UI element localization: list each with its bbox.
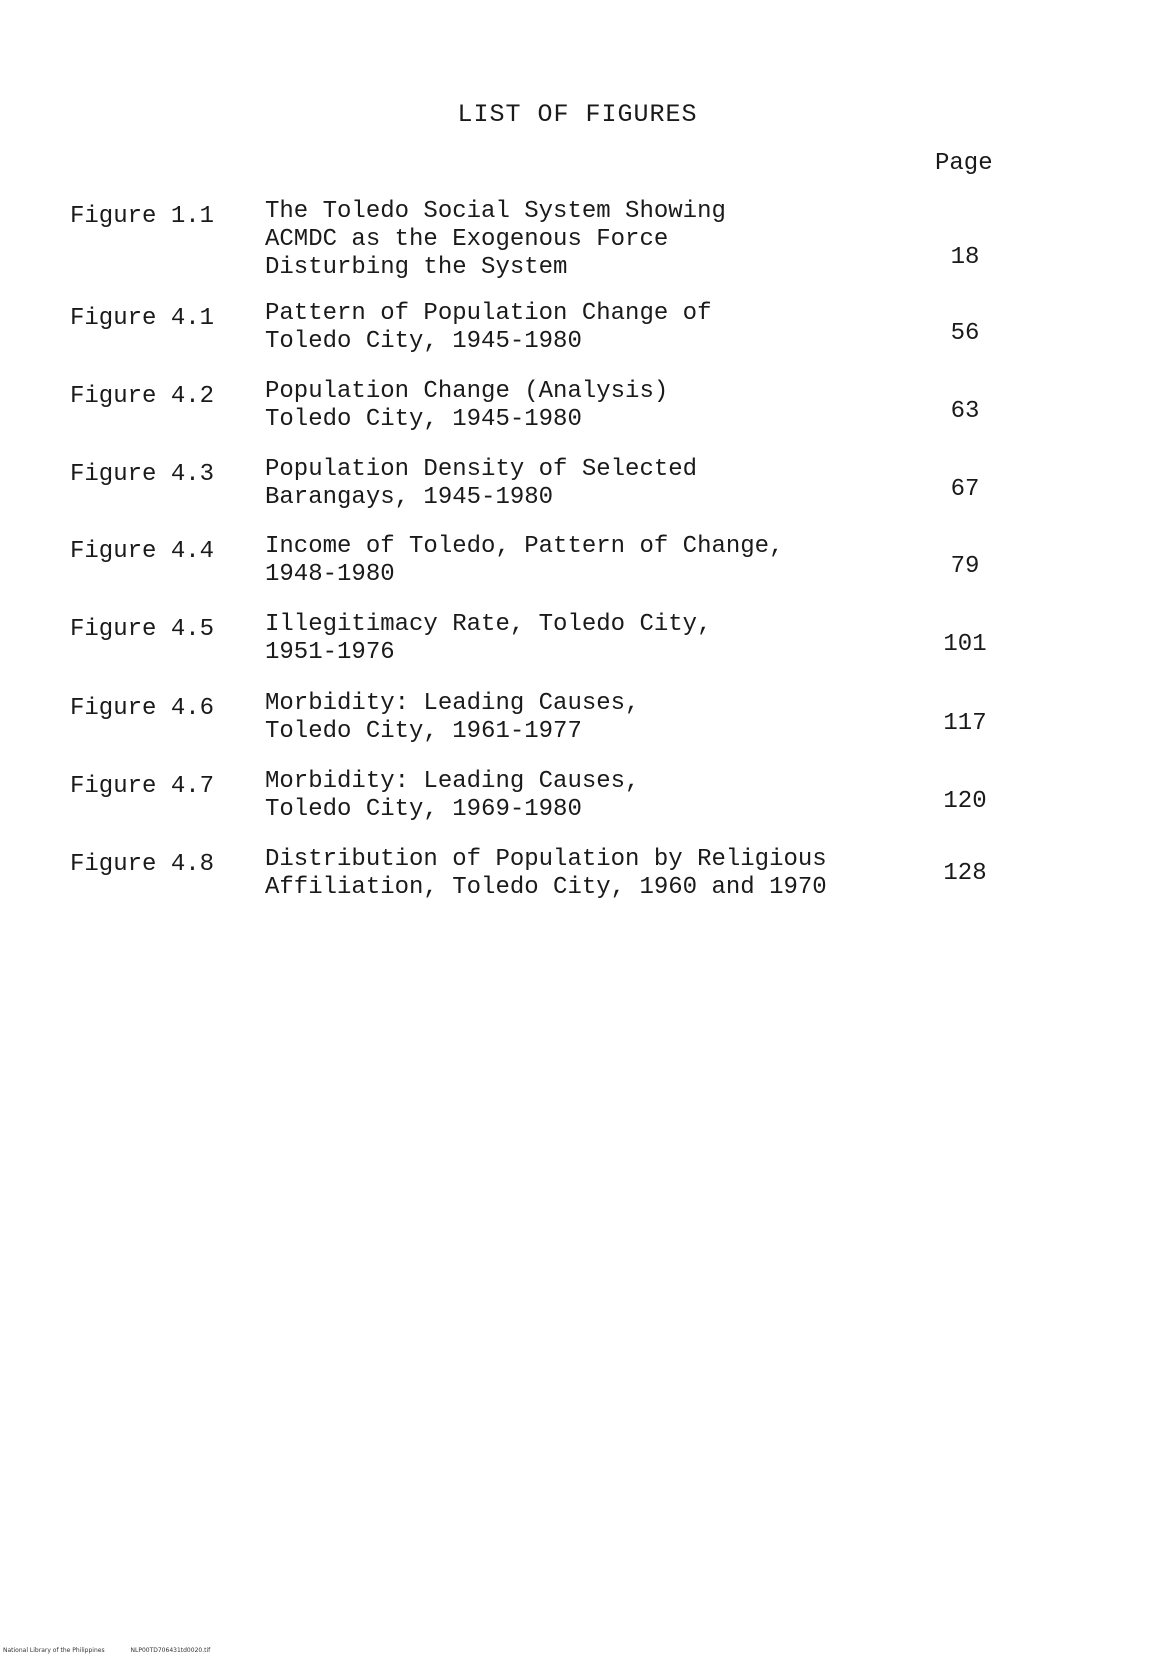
figure-caption: Pattern of Population Change of Toledo City, 1945-1980 (265, 300, 712, 355)
scan-footer (3, 1647, 234, 1654)
page-column-header: Page (935, 150, 993, 177)
footer-library: National Library of the Philippines (3, 1647, 105, 1654)
figure-caption: Distribution of Population by Religious Affiliation, Toledo City, 1960 and 1970 (265, 846, 827, 901)
figure-page-number: 56 (950, 320, 980, 347)
figure-caption: Population Density of Selected Barangays, 1945-1980 (265, 456, 698, 511)
figure-caption: Income of Toledo, Pattern of Change, 1948-1980 (265, 533, 784, 588)
figure-label: Figure 4.3 (70, 461, 215, 488)
figure-page-number: 117 (943, 710, 987, 737)
footer-file: NLP00TD706431td0020.tif (130, 1647, 211, 1654)
page-title: LIST OF FIGURES (457, 100, 698, 129)
figure-label: Figure 4.2 (70, 383, 215, 410)
figure-caption: Population Change (Analysis) Toledo City, 1945-1980 (265, 378, 669, 433)
figure-label: Figure 1.1 (70, 203, 215, 230)
figure-label: Figure 4.4 (70, 538, 215, 565)
figure-label: Figure 4.1 (70, 305, 215, 332)
figure-page-number: 18 (950, 244, 980, 271)
figure-page-number: 128 (943, 860, 987, 887)
figure-page-number: 120 (943, 788, 987, 815)
figure-caption: The Toledo Social System Showing ACMDC as the Exogenous Force Disturbing the System (265, 198, 726, 281)
figure-label: Figure 4.6 (70, 695, 215, 722)
figure-caption: Morbidity: Leading Causes, Toledo City, 1961-1977 (265, 690, 640, 745)
figure-label: Figure 4.5 (70, 616, 215, 643)
figure-label: Figure 4.8 (70, 851, 215, 878)
figure-caption: Illegitimacy Rate, Toledo City, 1951-1976 (265, 611, 712, 666)
figure-label: Figure 4.7 (70, 773, 215, 800)
figure-page-number: 101 (943, 631, 987, 658)
figure-page-number: 79 (950, 553, 980, 580)
figure-caption: Morbidity: Leading Causes, Toledo City, 1969-1980 (265, 768, 640, 823)
figure-page-number: 63 (950, 398, 980, 425)
figure-page-number: 67 (950, 476, 980, 503)
